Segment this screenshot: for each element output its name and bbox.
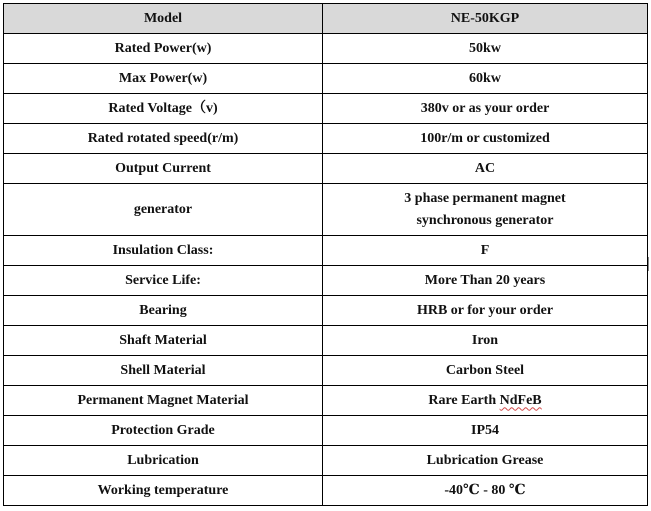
table-header-row [4, 4, 648, 34]
row-label: Working temperature [4, 476, 323, 506]
row-label: generator [4, 184, 323, 236]
table-row [4, 326, 648, 356]
row-value: F [323, 236, 648, 266]
table-row [4, 64, 648, 94]
row-label: Lubrication [4, 446, 323, 476]
row-value: 100r/m or customized [323, 124, 648, 154]
row-label: Shaft Material [4, 326, 323, 356]
row-value: 60kw [323, 64, 648, 94]
table-row [4, 154, 648, 184]
row-label: Shell Material [4, 356, 323, 386]
row-label: Protection Grade [4, 416, 323, 446]
row-label: Service Life: [4, 266, 323, 296]
table-row [4, 296, 648, 326]
table-row [4, 476, 648, 506]
row-value-prefix: Rare Earth [428, 392, 500, 408]
row-value: Iron [323, 326, 648, 356]
row-value: Lubrication Grease [323, 446, 648, 476]
row-value-line-1: 3 phase permanent magnet [404, 190, 566, 206]
row-value: Carbon Steel [323, 356, 648, 386]
row-label: Insulation Class: [4, 236, 323, 266]
row-value: HRB or for your order [323, 296, 648, 326]
row-value: IP54 [323, 416, 648, 446]
row-label: Max Power(w) [4, 64, 323, 94]
spellcheck-marked-word: NdFeB [499, 392, 542, 408]
row-value: 380v or as your order [323, 94, 648, 124]
row-value: AC [323, 154, 648, 184]
spec-table [3, 3, 648, 506]
table-row [4, 446, 648, 476]
row-value: More Than 20 years [323, 266, 648, 296]
table-row [4, 94, 648, 124]
table-row [4, 386, 648, 416]
table-row [4, 416, 648, 446]
row-value [323, 386, 648, 416]
table-row [4, 356, 648, 386]
header-model-value: NE-50KGP [323, 4, 648, 34]
row-value: 50kw [323, 34, 648, 64]
row-value [323, 184, 648, 236]
row-label: Output Current [4, 154, 323, 184]
table-row [4, 184, 648, 236]
row-label: Permanent Magnet Material [4, 386, 323, 416]
edge-marker [648, 257, 649, 271]
table-row [4, 34, 648, 64]
header-model-label: Model [4, 4, 323, 34]
table-row [4, 124, 648, 154]
row-label: Rated Voltage（v) [4, 94, 323, 124]
row-label: Bearing [4, 296, 323, 326]
row-label: Rated Power(w) [4, 34, 323, 64]
row-value: -40℃ - 80 ℃ [323, 476, 648, 506]
table-row [4, 266, 648, 296]
row-label: Rated rotated speed(r/m) [4, 124, 323, 154]
table-row [4, 236, 648, 266]
row-value-line-2: synchronous generator [416, 212, 554, 228]
